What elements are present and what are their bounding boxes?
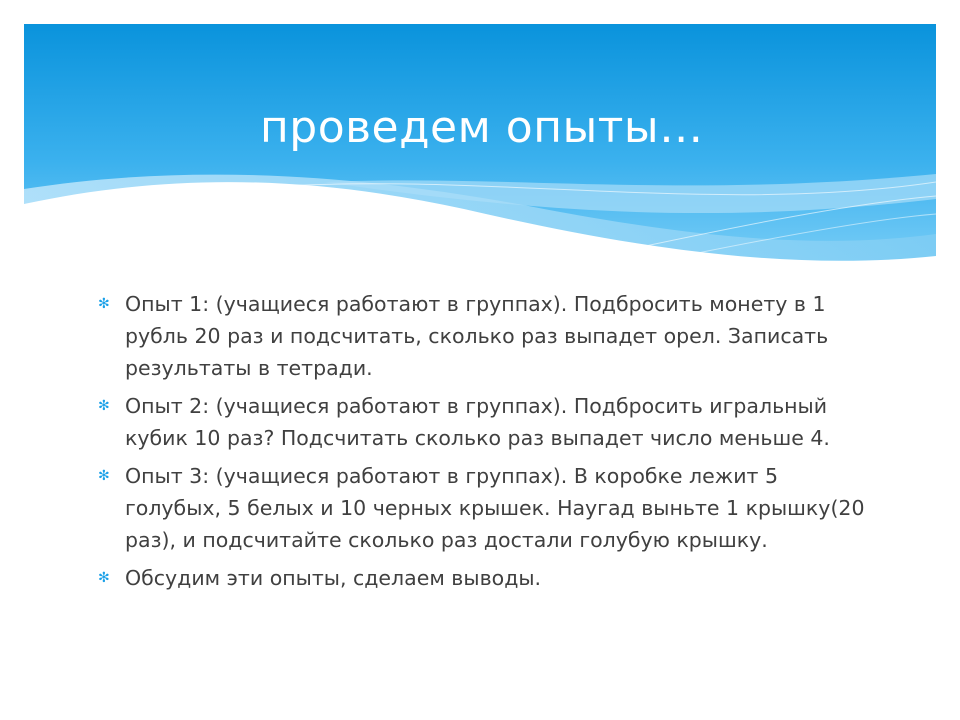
asterisk-bullet-icon: ✻ (98, 570, 110, 586)
list-item (98, 562, 868, 594)
asterisk-bullet-icon: ✻ (98, 468, 110, 484)
slide-title: проведем опыты… (260, 102, 704, 153)
title-banner (24, 24, 936, 274)
list-item (98, 460, 868, 556)
list-item-text: Опыт 3: (учащиеся работают в группах). В коробке лежит 5 голубых, 5 белых и 10 черных крышек. Наугад выньте 1 крышку(20 раз), и подсчитайте сколько раз достали голубую крышку. (125, 464, 865, 552)
bullet-list (98, 288, 868, 600)
list-item-text: Опыт 1: (учащиеся работают в группах). Подбросить монету в 1 рубль 20 раз и подсчитать, сколько раз выпадет орел. Записать результаты в тетради. (125, 292, 829, 380)
list-item-text: Обсудим эти опыты, сделаем выводы. (125, 566, 542, 590)
list-item (98, 390, 868, 454)
list-item (98, 288, 868, 384)
list-item-text: Опыт 2: (учащиеся работают в группах). Подбросить игральный кубик 10 раз? Подсчитать сколько раз выпадет число меньше 4. (125, 394, 830, 450)
asterisk-bullet-icon: ✻ (98, 296, 110, 312)
asterisk-bullet-icon: ✻ (98, 398, 110, 414)
